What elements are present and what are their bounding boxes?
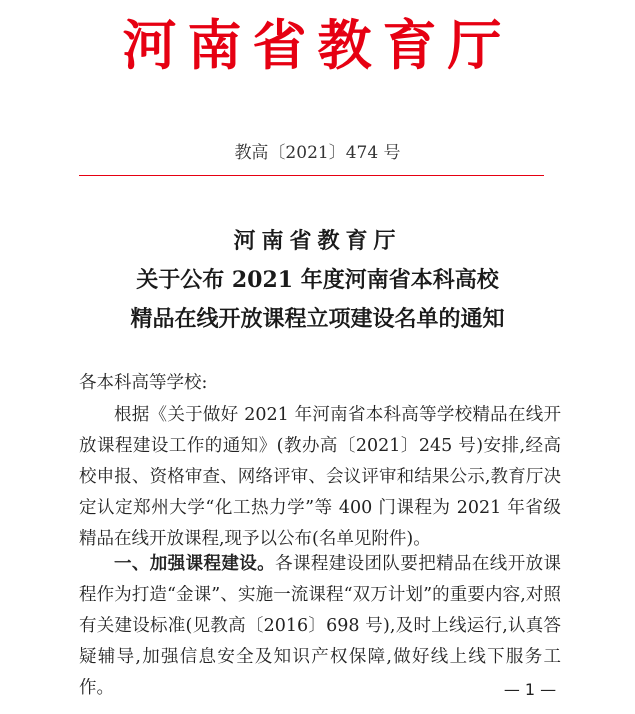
document-number: 教高〔2021〕474 号 bbox=[234, 143, 401, 163]
paragraph-2 bbox=[79, 549, 561, 704]
title-issuer: 河南省教育厅 bbox=[233, 228, 402, 254]
paragraph-1: 根据《关于做好 2021 年河南省本科高等学校精品在线开放课程建设工作的通知》(教办高〔2021〕245 号)安排,经高校申报、资格审查、网络评审、会议评审和结果公示,教育厅决定认定郑州大学“化工热力学”等 400 门课程为 2021 年省级精品在线开放课程,现予以公布(名单见附件)。 bbox=[79, 405, 561, 549]
section-1-text: 各课程建设团队要把精品在线开放课程作为打造“金课”、实施一流课程“双万计划”的重要内容,对照有关建设标准(见教高〔2016〕698 号),及时上线运行,认真答疑辅导,加强信息安全及知识产权保障,做好线上线下服务工作。 bbox=[79, 554, 561, 698]
salutation: 各本科高等学校: bbox=[79, 373, 208, 393]
title-line-2: 关于公布 2021 年度河南省本科高校 bbox=[136, 267, 499, 293]
title-line-3: 精品在线开放课程立项建设名单的通知 bbox=[130, 306, 505, 332]
letterhead-issuer: 河南省教育厅 bbox=[122, 13, 513, 77]
page-number: — 1 — bbox=[503, 680, 557, 699]
section-1-heading: 一、加强课程建设。 bbox=[114, 554, 276, 574]
red-divider-line bbox=[79, 175, 544, 176]
